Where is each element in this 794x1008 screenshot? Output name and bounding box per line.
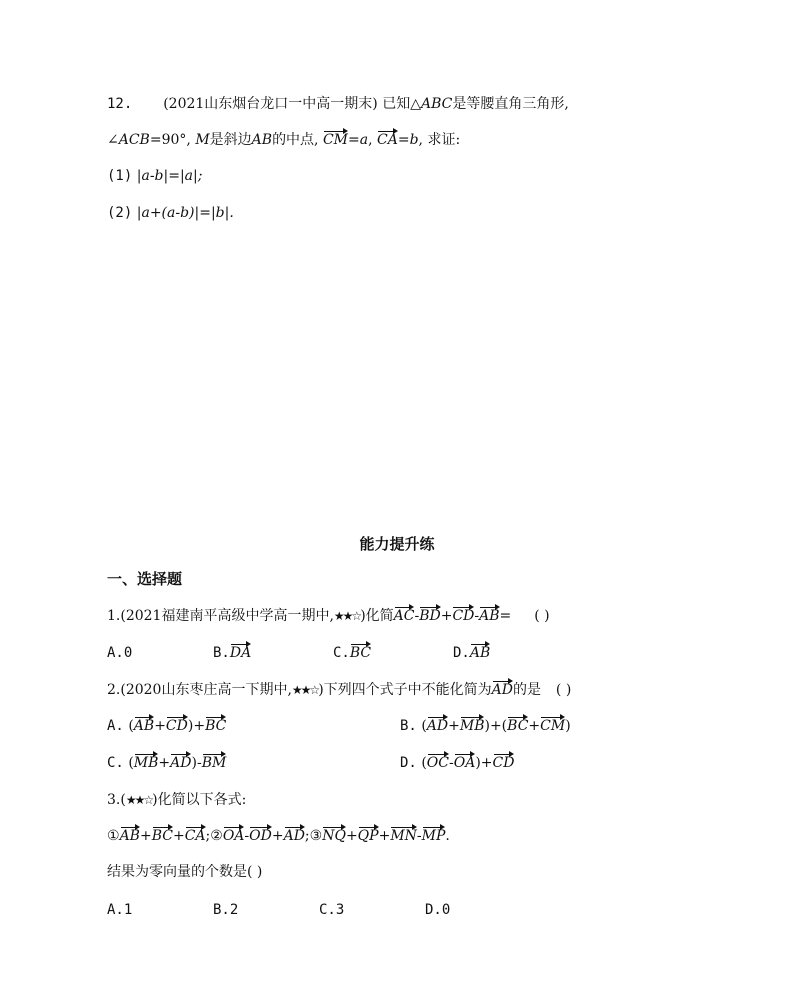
separator: ;② [205,828,223,844]
op: - [474,608,480,624]
op: + [172,828,185,844]
vector-od: OD [249,828,272,844]
q2-option-c [107,753,226,773]
op: + [345,828,358,844]
paren: ) [484,718,490,734]
option-label: B. [213,645,230,661]
part2-label: (2) [107,205,133,221]
vector-bc: BC [507,718,529,734]
vector-ad: AD [170,755,192,771]
q3-stem [107,790,246,810]
difficulty-stars: ★★☆ [333,609,361,623]
vector-mb: MB [133,755,159,771]
op: - [414,608,420,624]
q2-option-a [107,716,226,736]
paren: ) [187,718,194,734]
q1-option-a [107,643,132,663]
vector-mp: MP [421,828,446,844]
angle-name: ACB [118,132,150,148]
op: +( [489,718,508,734]
m-text: 是斜边 [209,132,252,148]
q12-stem-b: 是等腰直角三角形, [452,96,569,112]
vector-ad: AD [426,718,449,734]
q12-part2 [107,203,234,223]
vector-bd: BD [419,608,441,624]
option-label: A. [107,645,124,661]
vector-cm: CM [540,718,566,734]
vector-ca: CA [377,132,398,148]
paren: ) [475,755,481,771]
q3-option-d: D.0 [425,902,451,918]
comma: , [368,132,373,148]
vector-ac: AC [393,608,415,624]
difficulty-stars: ★★☆ [291,683,319,697]
q3-suffix: )化简以下各式: [152,792,247,808]
option-label: B. [400,718,417,734]
equals: = [397,132,410,148]
op: - [244,828,250,844]
period: . [445,828,450,844]
q12-triangle-name: ABC [421,96,453,112]
answer-blank: ( ) [555,682,572,698]
vector-mn: MN [390,828,417,844]
q12-stem-a: 已知△ [382,96,421,112]
vector-mb: MB [459,718,485,734]
vector-da: DA [229,645,252,661]
equals: = [348,132,360,148]
q1-suffix: )化简 [360,608,394,624]
q2-option-d [400,753,514,773]
section-title: 能力提升练 [359,535,435,553]
op: + [154,718,166,734]
paren: ) [565,718,571,734]
q3-question: 结果为零向量的个数是( ) [107,864,263,880]
q2-option-b [400,716,571,736]
vector-bc: BC [349,645,372,661]
separator: ;③ [304,828,323,844]
answer-blank: ( ) [534,608,550,624]
q12-stem-line2 [107,130,460,150]
vector-cd: CD [452,608,475,624]
q3-option-c: C.3 [319,902,345,918]
part1-label: (1) [107,168,133,184]
vector-cm: CM [322,132,349,148]
op: + [378,828,391,844]
angle-symbol: ∠ [107,132,119,148]
op: + [480,755,493,771]
vector-cd: CD [492,755,515,771]
option-label: D. [453,645,470,661]
q2-tail: 的是 [513,682,541,698]
op: + [448,718,460,734]
q12-part1 [107,166,202,186]
vector-ad: AD [491,682,513,698]
q3-option-a: A.1 [107,902,133,918]
q12-number: 12. [107,96,133,112]
vector-ca: CA [184,828,206,844]
vector-bc: BC [205,718,227,734]
vector-oa: OA [222,828,245,844]
difficulty-stars: ★★☆ [125,793,153,807]
paren: ( [128,755,134,771]
option-label: C. [333,645,350,661]
option-label: D. [400,755,417,771]
q3-prefix: 3.( [107,792,126,808]
part-heading: 一、选择题 [107,570,183,588]
vector-ab: AB [119,828,140,844]
var-a: a [359,132,369,148]
vector-qp: QP [357,828,379,844]
q1-stem [107,606,550,626]
vector-ad: AD [283,828,305,844]
op: - [416,828,422,844]
circled-one: ① [107,828,120,844]
op: + [139,828,152,844]
vector-bc: BC [151,828,173,844]
option-label: A. [107,718,124,734]
segment-ab: AB [251,132,273,148]
q2-stem [107,680,571,700]
equals: = [499,608,512,624]
q3-expressions [107,826,450,846]
paren: ( [421,755,427,771]
q2-prefix: 2.(2020山东枣庄高一下期中, [107,682,292,698]
paren: ( [421,718,427,734]
vector-ab: AB [469,645,491,661]
var-b: b [409,132,419,148]
vector-oa: OA [453,755,476,771]
op: - [196,755,202,771]
q2-suffix: )下列四个式子中不能化简为 [318,682,492,698]
q1-prefix: 1.(2021福建南平高级中学高一期中, [107,608,334,624]
op: + [193,718,206,734]
mid-text: 的中点, [272,132,319,148]
vector-cd: CD [165,718,188,734]
op: + [158,755,171,771]
op: + [440,608,453,624]
op: + [528,718,541,734]
vector-oc: OC [426,755,449,771]
q3-option-b: B.2 [213,902,239,918]
vector-ab: AB [133,718,155,734]
op: + [271,828,284,844]
sep: , [186,132,191,148]
vector-nq: NQ [322,828,346,844]
point-m: M [195,132,210,148]
option-label: C. [107,755,124,771]
angle-value: =90° [149,132,187,148]
paren: ( [128,718,134,734]
option-value: 0 [123,645,133,661]
q1-option-d [453,643,490,663]
prove-text: , 求证: [418,132,461,148]
q1-option-b [213,643,251,663]
q12-stem-line1 [107,94,569,114]
q1-option-c [333,643,371,663]
vector-ab: AB [479,608,500,624]
q12-source: (2021山东烟台龙口一中高一期末) [163,96,378,112]
vector-bm: BM [201,755,227,771]
part2-expr: |a+(a-b)|=|b|. [136,205,234,221]
op: - [448,755,454,771]
part1-expr: |a-b|=|a|; [136,168,203,184]
paren: ) [191,755,197,771]
